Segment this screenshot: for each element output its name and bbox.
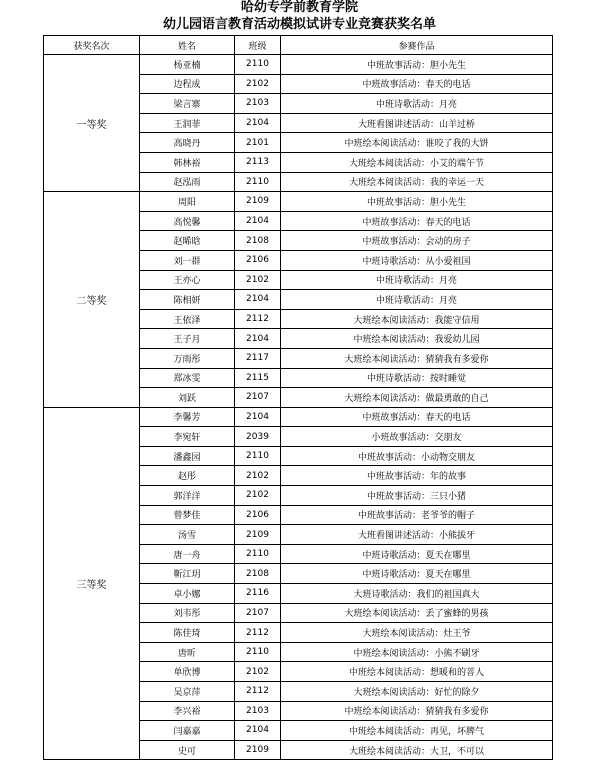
entry-work: 大班绘本阅读活动：好忙的除夕 (281, 682, 553, 702)
entry-work: 中班诗歌活动：月亮 (281, 94, 553, 114)
entry-work: 中班故事活动：胆小先生 (281, 55, 553, 75)
student-name: 潘鑫园 (140, 446, 235, 466)
class-number: 2104 (235, 211, 281, 231)
student-name: 唐昕 (140, 642, 235, 662)
award-level: 三等奖 (44, 407, 140, 760)
student-name: 刘跃 (140, 388, 235, 408)
class-number: 2109 (235, 192, 281, 212)
entry-work: 中班绘本阅读活动：再见，坏脾气 (281, 721, 553, 741)
student-name: 靳江玥 (140, 564, 235, 584)
class-number: 2110 (235, 172, 281, 192)
table-row (44, 407, 553, 427)
class-number: 2102 (235, 662, 281, 682)
student-name: 李兴裕 (140, 701, 235, 721)
entry-work: 中班故事活动：胆小先生 (281, 192, 553, 212)
entry-work: 大班绘本阅读活动：小艾的端午节 (281, 152, 553, 172)
class-number: 2110 (235, 446, 281, 466)
entry-work: 大班绘本阅读活动：猜猜我有多爱你 (281, 348, 553, 368)
student-name: 赵泓雨 (140, 172, 235, 192)
entry-work: 中班故事活动：春天的电话 (281, 407, 553, 427)
student-name: 郭洋洋 (140, 486, 235, 506)
class-number: 2102 (235, 486, 281, 506)
entry-work: 大班诗歌活动：我们的祖国真大 (281, 584, 553, 604)
entry-work: 大班绘本阅读活动：大卫，不可以 (281, 740, 553, 760)
student-name: 唐一舟 (140, 544, 235, 564)
class-number: 2117 (235, 348, 281, 368)
entry-work: 大班绘本阅读活动：做最勇敢的自己 (281, 388, 553, 408)
entry-work: 中班故事活动：老爷爷的帽子 (281, 505, 553, 525)
student-name: 周阳 (140, 192, 235, 212)
award-table-body (44, 55, 553, 760)
student-name: 陈相妍 (140, 290, 235, 310)
entry-work: 大班绘本阅读活动：我能守信用 (281, 309, 553, 329)
table-row (44, 192, 553, 212)
class-number: 2103 (235, 701, 281, 721)
student-name: 曾梦佳 (140, 505, 235, 525)
award-table (43, 35, 553, 760)
student-name: 史可 (140, 740, 235, 760)
entry-work: 中班诗歌活动：夏天在哪里 (281, 544, 553, 564)
student-name: 李馨芳 (140, 407, 235, 427)
student-name: 郑冰雯 (140, 368, 235, 388)
entry-work: 大班绘本阅读活动：丢了蜜蜂的男孩 (281, 603, 553, 623)
header-work: 参赛作品 (281, 36, 553, 55)
student-name: 高晓丹 (140, 133, 235, 153)
entry-work: 中班绘本阅读活动：想暖和的菩人 (281, 662, 553, 682)
entry-work: 中班诗歌活动：按时睡觉 (281, 368, 553, 388)
class-number: 2113 (235, 152, 281, 172)
entry-work: 大班看图讲述活动：山羊过桥 (281, 113, 553, 133)
entry-work: 大班绘本阅读活动：灶王爷 (281, 623, 553, 643)
class-number: 2110 (235, 642, 281, 662)
class-number: 2102 (235, 74, 281, 94)
entry-work: 中班故事活动：三只小猪 (281, 486, 553, 506)
class-number: 2106 (235, 505, 281, 525)
class-number: 2108 (235, 231, 281, 251)
header-rank: 获奖名次 (44, 36, 140, 55)
student-name: 吴京萍 (140, 682, 235, 702)
class-number: 2104 (235, 407, 281, 427)
class-number: 2115 (235, 368, 281, 388)
entry-work: 大班看图讲述活动：小熊拔牙 (281, 525, 553, 545)
entry-work: 中班故事活动：春天的电话 (281, 74, 553, 94)
student-name: 梁言寨 (140, 94, 235, 114)
student-name: 单欣博 (140, 662, 235, 682)
award-level: 二等奖 (44, 192, 140, 408)
class-number: 2104 (235, 721, 281, 741)
student-name: 赵彤 (140, 466, 235, 486)
student-name: 汤雪 (140, 525, 235, 545)
entry-work: 中班诗歌活动：夏天在哪里 (281, 564, 553, 584)
student-name: 王润菲 (140, 113, 235, 133)
student-name: 刘一群 (140, 250, 235, 270)
class-number: 2109 (235, 525, 281, 545)
class-number: 2104 (235, 329, 281, 349)
student-name: 边程成 (140, 74, 235, 94)
class-number: 2112 (235, 682, 281, 702)
entry-work: 中班诗歌活动：从小爱祖国 (281, 250, 553, 270)
student-name: 韩林裕 (140, 152, 235, 172)
class-number: 2109 (235, 740, 281, 760)
student-name: 刘韦彤 (140, 603, 235, 623)
class-number: 2107 (235, 603, 281, 623)
entry-work: 中班故事活动：年的故事 (281, 466, 553, 486)
table-row (44, 55, 553, 75)
student-name: 李宛轩 (140, 427, 235, 447)
class-number: 2102 (235, 270, 281, 290)
student-name: 万雨彤 (140, 348, 235, 368)
student-name: 王亦心 (140, 270, 235, 290)
entry-work: 中班故事活动：会动的房子 (281, 231, 553, 251)
class-number: 2039 (235, 427, 281, 447)
class-number: 2101 (235, 133, 281, 153)
class-number: 2104 (235, 113, 281, 133)
student-name: 闫嘉嘉 (140, 721, 235, 741)
entry-work: 中班故事活动：小动物交朋友 (281, 446, 553, 466)
school-name: 哈幼专学前教育学院 (240, 0, 358, 15)
entry-work: 大班绘本阅读活动：我的幸运一天 (281, 172, 553, 192)
class-number: 2110 (235, 544, 281, 564)
entry-work: 中班绘本阅读活动：我爱幼儿园 (281, 329, 553, 349)
class-number: 2107 (235, 388, 281, 408)
class-number: 2102 (235, 466, 281, 486)
student-name: 王子月 (140, 329, 235, 349)
class-number: 2116 (235, 584, 281, 604)
entry-work: 中班绘本阅读活动：小熊不刷牙 (281, 642, 553, 662)
class-number: 2112 (235, 309, 281, 329)
entry-work: 中班诗歌活动：月亮 (281, 270, 553, 290)
header-name: 姓名 (140, 36, 235, 55)
class-number: 2106 (235, 250, 281, 270)
document-title: 幼儿园语言教育活动模拟试讲专业竞赛获奖名单 (162, 17, 436, 32)
student-name: 杨亚楠 (140, 55, 235, 75)
entry-work: 中班故事活动：春天的电话 (281, 211, 553, 231)
entry-work: 中班绘本阅读活动：猜猜我有多爱你 (281, 701, 553, 721)
header-row (44, 36, 553, 55)
student-name: 陈佳琦 (140, 623, 235, 643)
student-name: 赵晞晗 (140, 231, 235, 251)
student-name: 卓小娜 (140, 584, 235, 604)
award-level: 一等奖 (44, 55, 140, 192)
entry-work: 中班诗歌活动：月亮 (281, 290, 553, 310)
class-number: 2103 (235, 94, 281, 114)
class-number: 2110 (235, 55, 281, 75)
class-number: 2112 (235, 623, 281, 643)
entry-work: 中班绘本阅读活动：谁咬了我的大饼 (281, 133, 553, 153)
class-number: 2108 (235, 564, 281, 584)
student-name: 高悦馨 (140, 211, 235, 231)
student-name: 王依泽 (140, 309, 235, 329)
class-number: 2104 (235, 290, 281, 310)
header-class: 班级 (235, 36, 281, 55)
entry-work: 小班故事活动：交朋友 (281, 427, 553, 447)
